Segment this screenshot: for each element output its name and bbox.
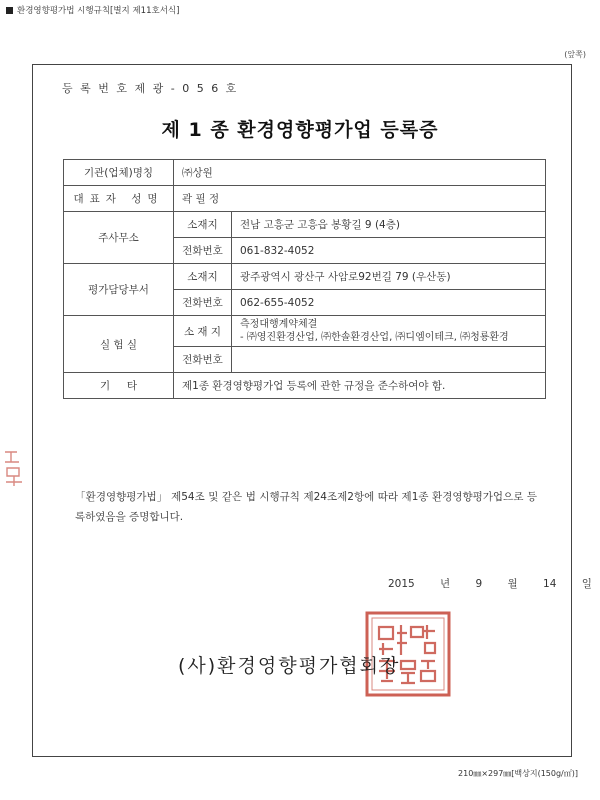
- table-row: [64, 160, 546, 186]
- lab-label: 실 험 실: [64, 316, 174, 373]
- lab-phone-value: [232, 347, 546, 373]
- office-address-label: 소재지: [174, 212, 232, 238]
- table-row: [64, 316, 546, 347]
- issue-date: 2015 년 9 월 14 일: [388, 578, 592, 590]
- registration-number: 등 록 번 호 제 광 - 0 5 6 호: [62, 82, 239, 95]
- other-label: 기 타: [64, 373, 174, 399]
- certification-text: 「환경영향평가법」 제54조 및 같은 법 시행규칙 제24조제2항에 따라 제1종 환경영향평가업으로 등록하였음을 증명합니다.: [75, 491, 537, 523]
- table-row: [64, 186, 546, 212]
- table-row: [64, 373, 546, 399]
- lab-address-value: [232, 316, 546, 347]
- lab-phone-label: 전화번호: [174, 347, 232, 373]
- rep-name-value: 곽 필 정: [174, 186, 546, 212]
- lab-address-line2: - ㈜영진환경산업, ㈜한솔환경산업, ㈜디엠이테크, ㈜청룡환경: [240, 332, 509, 343]
- office-phone-label: 전화번호: [174, 238, 232, 264]
- paper-spec: 210㎜×297㎜[백상지(150g/㎡)]: [458, 769, 578, 778]
- other-value: 제1종 환경영향평가업 등록에 관한 규정을 준수하여야 함.: [174, 373, 546, 399]
- form-header-text: 환경영향평가법 시행규칙[별지 제11호서식]: [17, 6, 180, 16]
- office-phone-value: 061-832-4052: [232, 238, 546, 264]
- lab-address-line1: 측정대행계약체결: [240, 319, 318, 330]
- eval-dept-label: 평가담당부서: [64, 264, 174, 316]
- registration-info-table: [63, 159, 546, 399]
- issuer-name: (사)환경영향평가협회장: [178, 655, 401, 677]
- eval-dept-phone-value: 062-655-4052: [232, 290, 546, 316]
- office-label: 주사무소: [64, 212, 174, 264]
- org-name-label: 기관(업체)명칭: [64, 160, 174, 186]
- table-row: [64, 264, 546, 290]
- office-address-value: 전남 고흥군 고흥읍 봉황길 9 (4층): [232, 212, 546, 238]
- square-bullet-icon: [6, 7, 13, 14]
- eval-dept-phone-label: 전화번호: [174, 290, 232, 316]
- certificate-title: 제 1 종 환경영향평가업 등록증: [161, 119, 439, 141]
- rep-name-label: 대표자 성명: [64, 186, 174, 212]
- eval-dept-address-value: 광주광역시 광산구 사암로92번길 79 (우산동): [232, 264, 546, 290]
- front-side-label: (앞쪽): [564, 50, 586, 59]
- margin-stamp: [2, 448, 28, 488]
- eval-dept-address-label: 소재지: [174, 264, 232, 290]
- table-row: [64, 212, 546, 238]
- form-header: [6, 4, 179, 16]
- lab-address-label: 소 재 지: [174, 316, 232, 347]
- org-name-value: ㈜상원: [174, 160, 546, 186]
